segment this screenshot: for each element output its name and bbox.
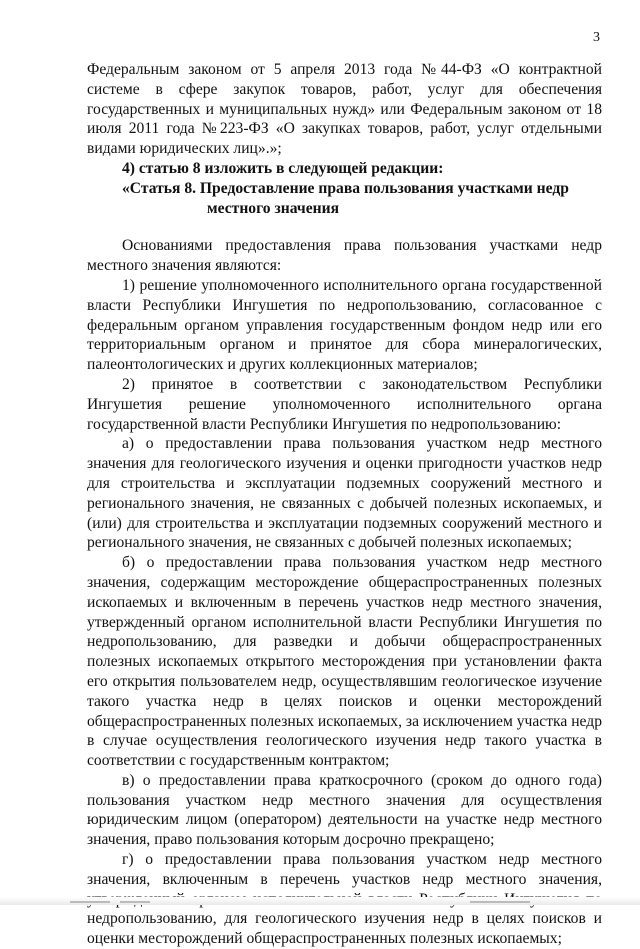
spacer: [87, 218, 602, 236]
document-body: [87, 60, 602, 949]
list-item-1: 1) решение уполномоченного исполнительного органа государственной власти Республики Ингушетия по недропользованию, согласованное с федеральным органом управления государственным фондом недр или его территориальным органом и принятое для сбора минералогических, палеонтологических и других коллекционных материалов;: [87, 276, 602, 374]
paragraph-grounds-intro: Основаниями предоставления права пользования участками недр местного значения являются:: [87, 237, 602, 275]
scan-artifact: [120, 901, 150, 903]
article-heading: [87, 179, 602, 219]
scan-artifact: [70, 901, 110, 903]
page-number: 3: [593, 30, 600, 45]
list-item-2a: а) о предоставлении права пользования участком недр местного значения для геологического изучения и оценки пригодности участков недр для строительства и эксплуатации подземных сооружений местного и регионального значения, не связанных с добычей полезных ископаемых, и (или) для строительства и эксплуатации подземных сооружений местного и регионального значения, не связанных с добычей полезных ископаемых;: [87, 435, 602, 552]
paragraph-continuation: Федеральным законом от 5 апреля 2013 года №44-ФЗ «О контрактной системе в сфере закупок товаров, работ, услуг для обеспечения государственных и муниципальных нужд» или Федеральным законом от 18 июля 2011 года №223-ФЗ «О закупках товаров, работ, услуг отдельными видами юридических лиц».»;: [87, 61, 602, 158]
list-item-2v: в) о предоставлении права краткосрочного (сроком до одного года) пользования участком недр местного значения для осуществления юридическим лицом (оператором) деятельности на участке недр местного значения, право пользования которым досрочно прекращено;: [87, 771, 602, 849]
article-heading-line2: местного значения: [207, 199, 340, 217]
scan-artifact: [470, 901, 530, 903]
list-item-2b: б) о предоставлении права пользования участком недр местного значения, содержащим месторождение общераспространенных полезных ископаемых и включенным в перечень участков недр местного значения, утвержденный органом исполнительной власти Республики Ингушетия по недропользованию, для разведки и добычи общераспространенных полезных ископаемых открытого месторождения при установлении факта его открытия пользователем недр, осуществлявшим геологическое изучение такого участка недр в целях поисков и оценки месторождений общераспространенных полезных ископаемых, за исключением участка недр в случае осуществления геологического изучения недр такого участка в соответствии с государственным контрактом;: [87, 554, 602, 770]
list-item-2g: г) о предоставлении права пользования участком недр местного значения, включенным в перечень участков недр местного значения, недропользованию, для геологического изучения недр в целях поисков и оценки месторождений общераспространенных полезных ископаемых;: [87, 851, 602, 948]
amendment-item-4: 4) статью 8 изложить в следующей редакции:: [122, 159, 444, 177]
article-heading-line1: «Статья 8. Предоставление права пользования участками недр: [122, 179, 569, 197]
scan-bottom-edge: [0, 897, 640, 905]
list-item-2: 2) принятое в соответствии с законодательством Республики Ингушетия решение уполномоченного исполнительного органа государственной власти Республики Ингушетия по недропользованию:: [87, 375, 602, 433]
